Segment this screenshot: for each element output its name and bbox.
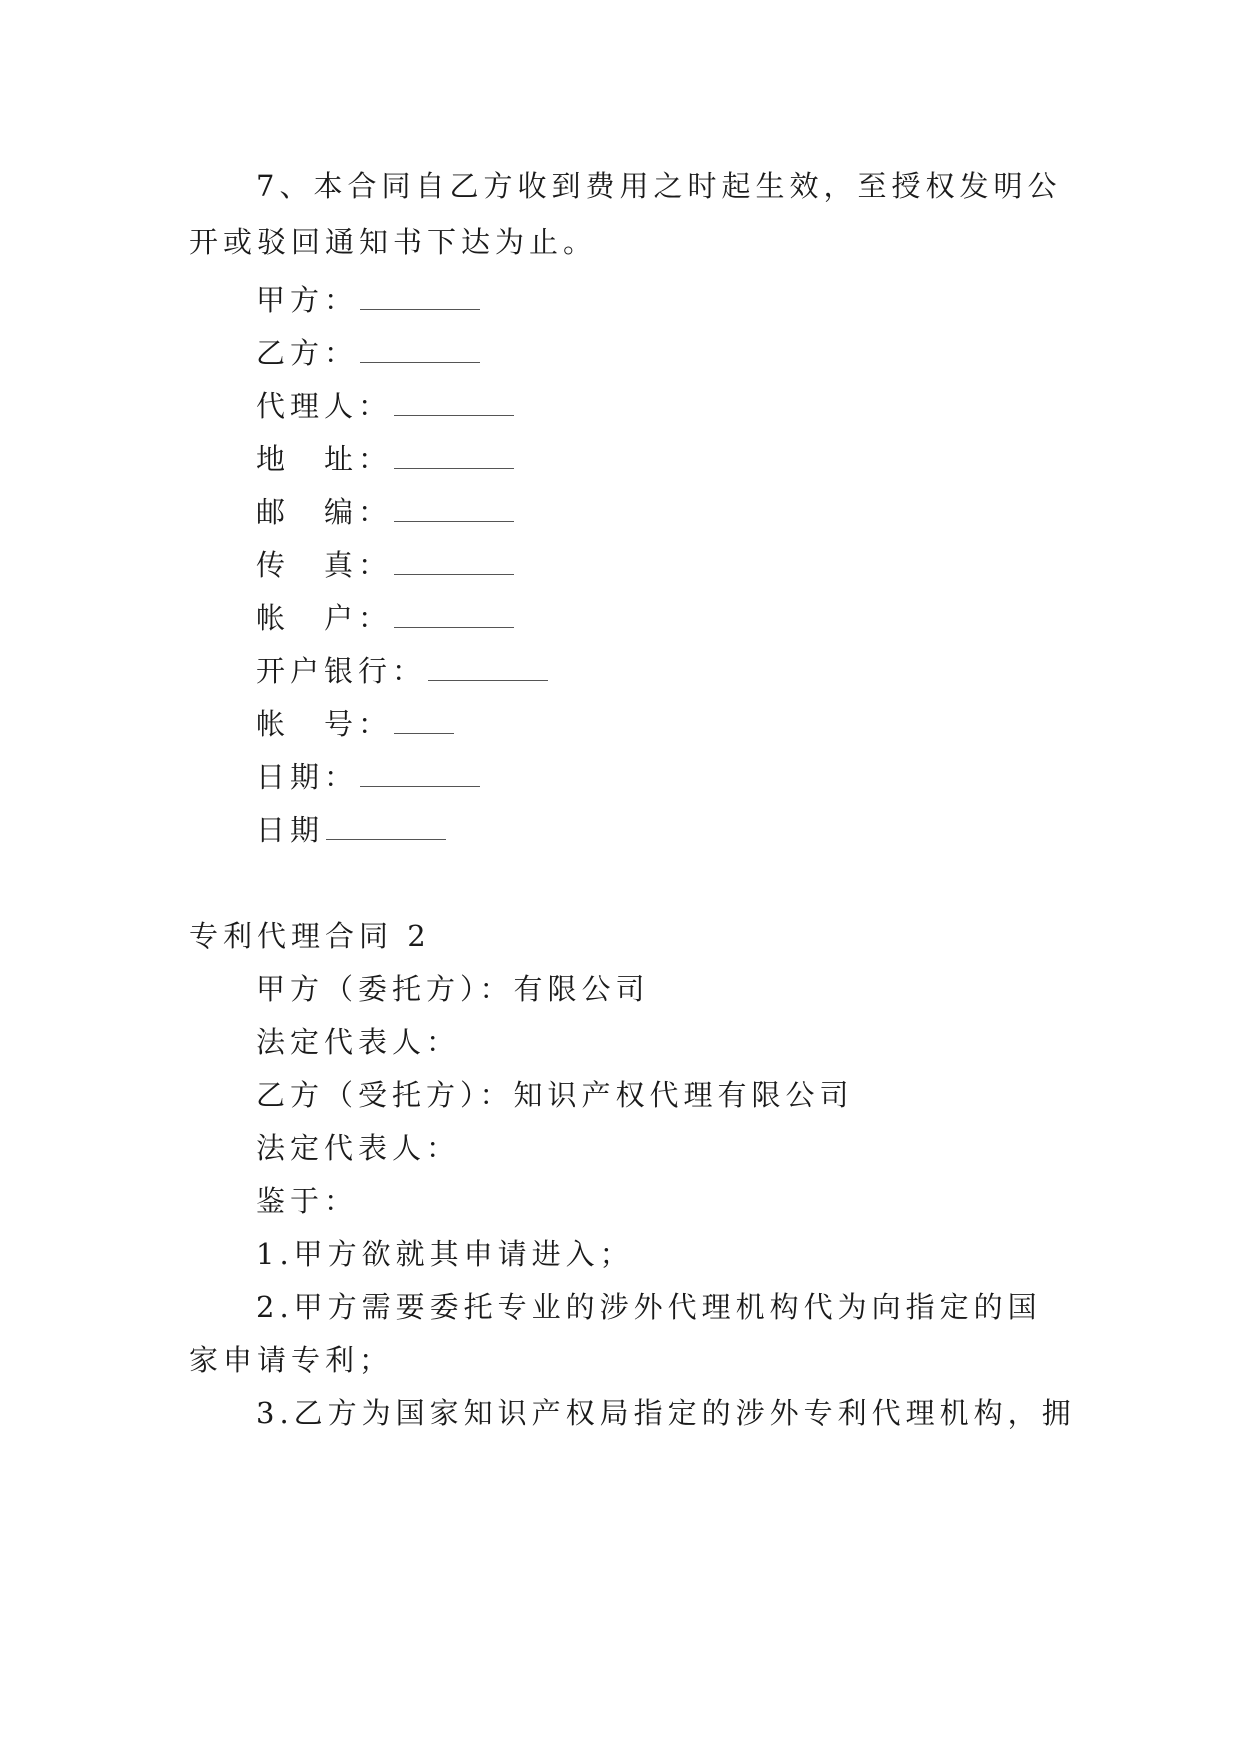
blank-underline bbox=[428, 654, 548, 681]
whereas-item-2-line-1: 2.甲方需要委托专业的涉外代理机构代为向指定的国 bbox=[256, 1290, 1042, 1324]
blank-underline bbox=[394, 707, 454, 734]
clause-7-line-2: 开或驳回通知书下达为止。 bbox=[189, 225, 598, 259]
field-label: 日期： bbox=[256, 760, 359, 794]
signature-agent bbox=[256, 386, 514, 426]
whereas-item-1: 1.甲方欲就其申请进入； bbox=[256, 1237, 634, 1271]
field-label: 邮 编： bbox=[256, 495, 393, 529]
signature-date-1 bbox=[256, 757, 480, 797]
whereas-item-3-line-1: 3.乙方为国家知识产权局指定的涉外专利代理机构，拥 bbox=[256, 1396, 1076, 1430]
signature-postcode bbox=[256, 492, 514, 532]
field-label: 帐 户： bbox=[256, 601, 393, 635]
signature-bank bbox=[256, 651, 548, 691]
signature-address bbox=[256, 439, 514, 479]
blank-underline bbox=[360, 760, 480, 787]
field-label: 地 址： bbox=[256, 442, 393, 476]
party-a-representative: 法定代表人： bbox=[256, 1025, 461, 1059]
blank-underline bbox=[360, 336, 480, 363]
field-label: 帐 号： bbox=[256, 707, 393, 741]
whereas-item-2-line-2: 家申请专利； bbox=[189, 1343, 394, 1377]
signature-account bbox=[256, 598, 514, 638]
whereas-heading: 鉴于： bbox=[256, 1184, 359, 1218]
signature-account-number bbox=[256, 704, 454, 744]
blank-underline bbox=[394, 442, 514, 469]
field-label: 开户银行： bbox=[256, 654, 427, 688]
party-a-line: 甲方（委托方）：有限公司 bbox=[256, 972, 650, 1006]
field-label: 乙方： bbox=[256, 336, 359, 370]
field-label: 代理人： bbox=[256, 389, 393, 423]
field-label: 日期 bbox=[256, 813, 325, 847]
blank-underline bbox=[394, 495, 514, 522]
party-b-representative: 法定代表人： bbox=[256, 1131, 461, 1165]
blank-underline bbox=[394, 389, 514, 416]
contract-2-title: 专利代理合同 2 bbox=[189, 919, 431, 953]
signature-party-b bbox=[256, 333, 480, 373]
signature-date-2 bbox=[256, 810, 446, 850]
clause-7-line-1: 7、本合同自乙方收到费用之时起生效，至授权发明公 bbox=[256, 169, 1062, 203]
blank-underline bbox=[394, 548, 514, 575]
blank-underline bbox=[326, 813, 446, 840]
blank-underline bbox=[360, 283, 480, 310]
field-label: 传 真： bbox=[256, 548, 393, 582]
party-b-line: 乙方（受托方）：知识产权代理有限公司 bbox=[256, 1078, 854, 1112]
field-label: 甲方： bbox=[256, 283, 359, 317]
blank-underline bbox=[394, 601, 514, 628]
signature-fax bbox=[256, 545, 514, 585]
signature-party-a bbox=[256, 280, 480, 320]
